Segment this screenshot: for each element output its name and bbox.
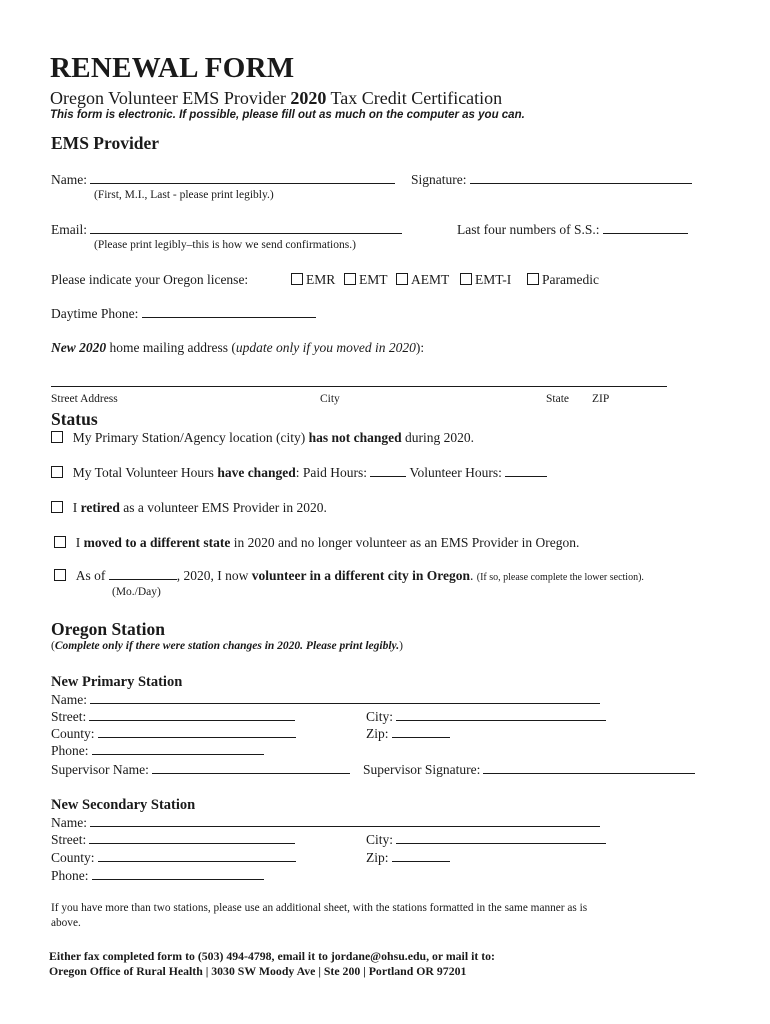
checkbox-icon[interactable] bbox=[51, 431, 63, 443]
supervisor-name-field[interactable] bbox=[152, 762, 350, 774]
secondary-phone-field[interactable] bbox=[92, 868, 264, 880]
checkbox-icon[interactable] bbox=[291, 273, 303, 285]
provider-ssn-row: Last four numbers of S.S.: bbox=[457, 222, 688, 238]
primary-phone-field[interactable] bbox=[92, 743, 264, 755]
supervisor-signature-field[interactable] bbox=[483, 762, 695, 774]
daytime-phone-row: Daytime Phone: bbox=[51, 306, 316, 322]
license-aemt[interactable]: AEMT bbox=[396, 272, 449, 288]
primary-county-field[interactable] bbox=[98, 726, 296, 738]
ems-provider-heading: EMS Provider bbox=[51, 133, 160, 153]
license-emr[interactable]: EMR bbox=[291, 272, 335, 288]
provider-signature-field[interactable] bbox=[470, 172, 692, 184]
oregon-station-note: (Complete only if there were station changes in 2020. Please print legibly.) bbox=[51, 640, 403, 652]
provider-name-field[interactable] bbox=[90, 172, 395, 184]
form-subtitle: Oregon Volunteer EMS Provider 2020 Tax Credit Certification bbox=[50, 88, 503, 108]
move-date-hint: (Mo./Day) bbox=[112, 586, 161, 598]
home-address-field[interactable] bbox=[51, 386, 667, 387]
primary-name-field[interactable] bbox=[90, 692, 600, 704]
checkbox-icon[interactable] bbox=[51, 466, 63, 478]
primary-city-field[interactable] bbox=[396, 709, 606, 721]
supervisor-signature-row: Supervisor Signature: bbox=[363, 762, 695, 778]
secondary-zip-row: Zip: bbox=[366, 850, 450, 866]
checkbox-icon[interactable] bbox=[396, 273, 408, 285]
primary-phone-row: Phone: bbox=[51, 743, 264, 759]
primary-street-field[interactable] bbox=[89, 709, 295, 721]
checkbox-icon[interactable] bbox=[51, 501, 63, 513]
provider-email-hint: (Please print legibly–this is how we send confirmations.) bbox=[94, 239, 356, 251]
status-heading: Status bbox=[51, 409, 98, 429]
secondary-street-field[interactable] bbox=[89, 832, 295, 844]
paid-hours-field[interactable] bbox=[370, 465, 406, 477]
checkbox-icon[interactable] bbox=[527, 273, 539, 285]
provider-name-row: Name: bbox=[51, 172, 395, 188]
checkbox-icon[interactable] bbox=[344, 273, 356, 285]
zip-label: ZIP bbox=[592, 393, 610, 405]
primary-zip-row: Zip: bbox=[366, 726, 450, 742]
license-emt-i[interactable]: EMT-I bbox=[460, 272, 511, 288]
more-stations-note-cont: above. bbox=[51, 917, 81, 929]
secondary-phone-row: Phone: bbox=[51, 868, 264, 884]
provider-signature-row: Signature: bbox=[411, 172, 692, 188]
checkbox-icon[interactable] bbox=[54, 536, 66, 548]
primary-zip-field[interactable] bbox=[392, 726, 450, 738]
status-item-different-city[interactable]: As of , 2020, I now volunteer in a different city in Oregon. (If so, please complete the lower section). bbox=[54, 568, 644, 584]
license-paramedic[interactable]: Paramedic bbox=[527, 272, 599, 288]
more-stations-note: If you have more than two stations, please use an additional sheet, with the stations formatted in the same manner as is bbox=[51, 902, 588, 914]
secondary-city-row: City: bbox=[366, 832, 606, 848]
office-address: Oregon Office of Rural Health | 3030 SW Moody Ave | Ste 200 | Portland OR 97201 bbox=[49, 964, 467, 978]
status-item-moved-state[interactable]: I moved to a different state in 2020 and no longer volunteer as an EMS Provider in Oregon. bbox=[54, 535, 579, 551]
license-emt[interactable]: EMT bbox=[344, 272, 388, 288]
provider-email-row: Email: bbox=[51, 222, 402, 238]
status-item-hours-changed[interactable]: My Total Volunteer Hours have changed: Paid Hours: Volunteer Hours: bbox=[51, 465, 547, 481]
electronic-note: This form is electronic. If possible, please fill out as much on the computer as you can. bbox=[50, 109, 525, 121]
supervisor-name-row: Supervisor Name: bbox=[51, 762, 350, 778]
status-item-not-changed[interactable]: My Primary Station/Agency location (city) has not changed during 2020. bbox=[51, 430, 474, 446]
primary-county-row: County: bbox=[51, 726, 296, 742]
primary-station-heading: New Primary Station bbox=[51, 674, 183, 690]
secondary-name-row: Name: bbox=[51, 815, 600, 831]
license-label: Please indicate your Oregon license: bbox=[51, 272, 249, 287]
state-label: State bbox=[546, 393, 569, 405]
secondary-county-row: County: bbox=[51, 850, 296, 866]
primary-city-row: City: bbox=[366, 709, 606, 725]
provider-name-hint: (First, M.I., Last - please print legibly.) bbox=[94, 189, 274, 201]
secondary-county-field[interactable] bbox=[98, 850, 296, 862]
status-item-retired[interactable]: I retired as a volunteer EMS Provider in 2020. bbox=[51, 500, 327, 516]
secondary-zip-field[interactable] bbox=[392, 850, 450, 862]
street-address-label: Street Address bbox=[51, 393, 118, 405]
provider-email-field[interactable] bbox=[90, 222, 402, 234]
provider-ssn-field[interactable] bbox=[603, 222, 688, 234]
secondary-name-field[interactable] bbox=[90, 815, 600, 827]
secondary-station-heading: New Secondary Station bbox=[51, 797, 196, 813]
checkbox-icon[interactable] bbox=[460, 273, 472, 285]
daytime-phone-field[interactable] bbox=[142, 306, 316, 318]
secondary-city-field[interactable] bbox=[396, 832, 606, 844]
contact-instructions: Either fax completed form to (503) 494-4798, email it to jordane@ohsu.edu, or mail it to: bbox=[49, 949, 495, 963]
secondary-street-row: Street: bbox=[51, 832, 295, 848]
oregon-station-heading: Oregon Station bbox=[51, 619, 165, 639]
checkbox-icon[interactable] bbox=[54, 569, 66, 581]
primary-name-row: Name: bbox=[51, 692, 600, 708]
volunteer-hours-field[interactable] bbox=[505, 465, 547, 477]
primary-street-row: Street: bbox=[51, 709, 295, 725]
move-date-field[interactable] bbox=[109, 568, 177, 580]
city-label: City bbox=[320, 393, 340, 405]
form-title: RENEWAL FORM bbox=[50, 52, 295, 84]
address-instruction: New 2020 home mailing address (update only if you moved in 2020): bbox=[51, 340, 425, 355]
